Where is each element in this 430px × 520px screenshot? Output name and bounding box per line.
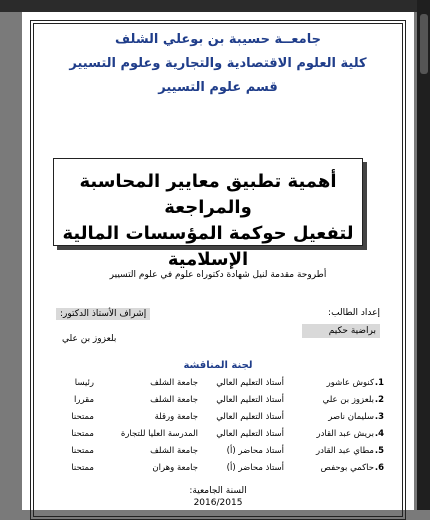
jury-role: ممتحنا [71, 463, 94, 473]
thesis-title-line-1: أهمية تطبيق معايير المحاسبة والمراجعة [79, 171, 337, 218]
thesis-subtitle: أطروحة مقدمة لنيل شهادة دكتوراه علوم في علوم التسيير [109, 270, 327, 280]
thesis-title-line-2: لتفعيل حوكمة المؤسسات المالية الإسلامية [62, 223, 354, 270]
supervisor-label: إشراف الأستاذ الدكتور: [56, 308, 150, 320]
jury-num: 4. [374, 429, 384, 439]
jury-row [52, 463, 384, 479]
jury-name: كنوش عاشور [326, 378, 374, 388]
jury-rank: أستاذ التعليم العالي [216, 429, 284, 439]
academic-year-label: السنة الجامعية: [189, 486, 247, 496]
jury-institution: جامعة الشلف [150, 378, 198, 388]
jury-role: رئيسا [74, 378, 94, 388]
jury-institution: جامعة وهران [152, 463, 198, 473]
jury-rank: أستاذ التعليم العالي [216, 378, 284, 388]
jury-institution: المدرسة العليا للتجارة [120, 429, 198, 439]
jury-title: لجنة المناقشة [183, 360, 253, 371]
jury-name: مطاي عبد القادر [315, 446, 374, 456]
jury-row [52, 412, 384, 428]
jury-rank: أستاذ محاضر (أ) [226, 446, 284, 456]
scroll-thumb[interactable] [420, 14, 428, 74]
department-name: قسم علوم التسيير [158, 80, 278, 95]
vertical-scrollbar[interactable] [417, 0, 430, 510]
jury-rank: أستاذ التعليم العالي [216, 412, 284, 422]
jury-name: حاكمي بوحفص [320, 463, 374, 473]
document-page [22, 12, 414, 510]
academic-year-value: 2016/2015 [193, 498, 243, 508]
jury-num: 3. [374, 412, 384, 422]
jury-role: مقررا [73, 395, 94, 405]
jury-role: ممتحنا [71, 429, 94, 439]
jury-name: سليمان ناصر [328, 412, 374, 422]
jury-institution: جامعة الشلف [150, 395, 198, 405]
thesis-title-box [53, 158, 363, 270]
jury-num: 5. [374, 446, 384, 456]
jury-row [52, 378, 384, 394]
student-label: إعداد الطالب: [328, 308, 380, 318]
jury-row [52, 395, 384, 411]
jury-name: بريش عبد القادر [316, 429, 374, 439]
jury-role: ممتحنا [71, 412, 94, 422]
viewer-toolbar [0, 0, 430, 12]
jury-rank: أستاذ محاضر (أ) [226, 463, 284, 473]
faculty-name: كلية العلوم الاقتصادية والتجارية وعلوم التسيير [69, 56, 367, 71]
jury-institution: جامعة الشلف [150, 446, 198, 456]
jury-num: 2. [374, 395, 384, 405]
jury-institution: جامعة ورقلة [154, 412, 198, 422]
student-name: براضية حكيم [302, 324, 380, 338]
jury-num: 6. [374, 463, 384, 473]
jury-num: 1. [374, 378, 384, 388]
university-name: جامعــة حسيبة بن بوعلي الشلف [115, 32, 321, 47]
jury-role: ممتحنا [71, 446, 94, 456]
jury-row [52, 446, 384, 462]
jury-name: بلعزوز بن علي [322, 395, 374, 405]
jury-row [52, 429, 384, 445]
jury-rank: أستاذ التعليم العالي [216, 395, 284, 405]
supervisor-name: بلعزوز بن علي [62, 334, 117, 344]
